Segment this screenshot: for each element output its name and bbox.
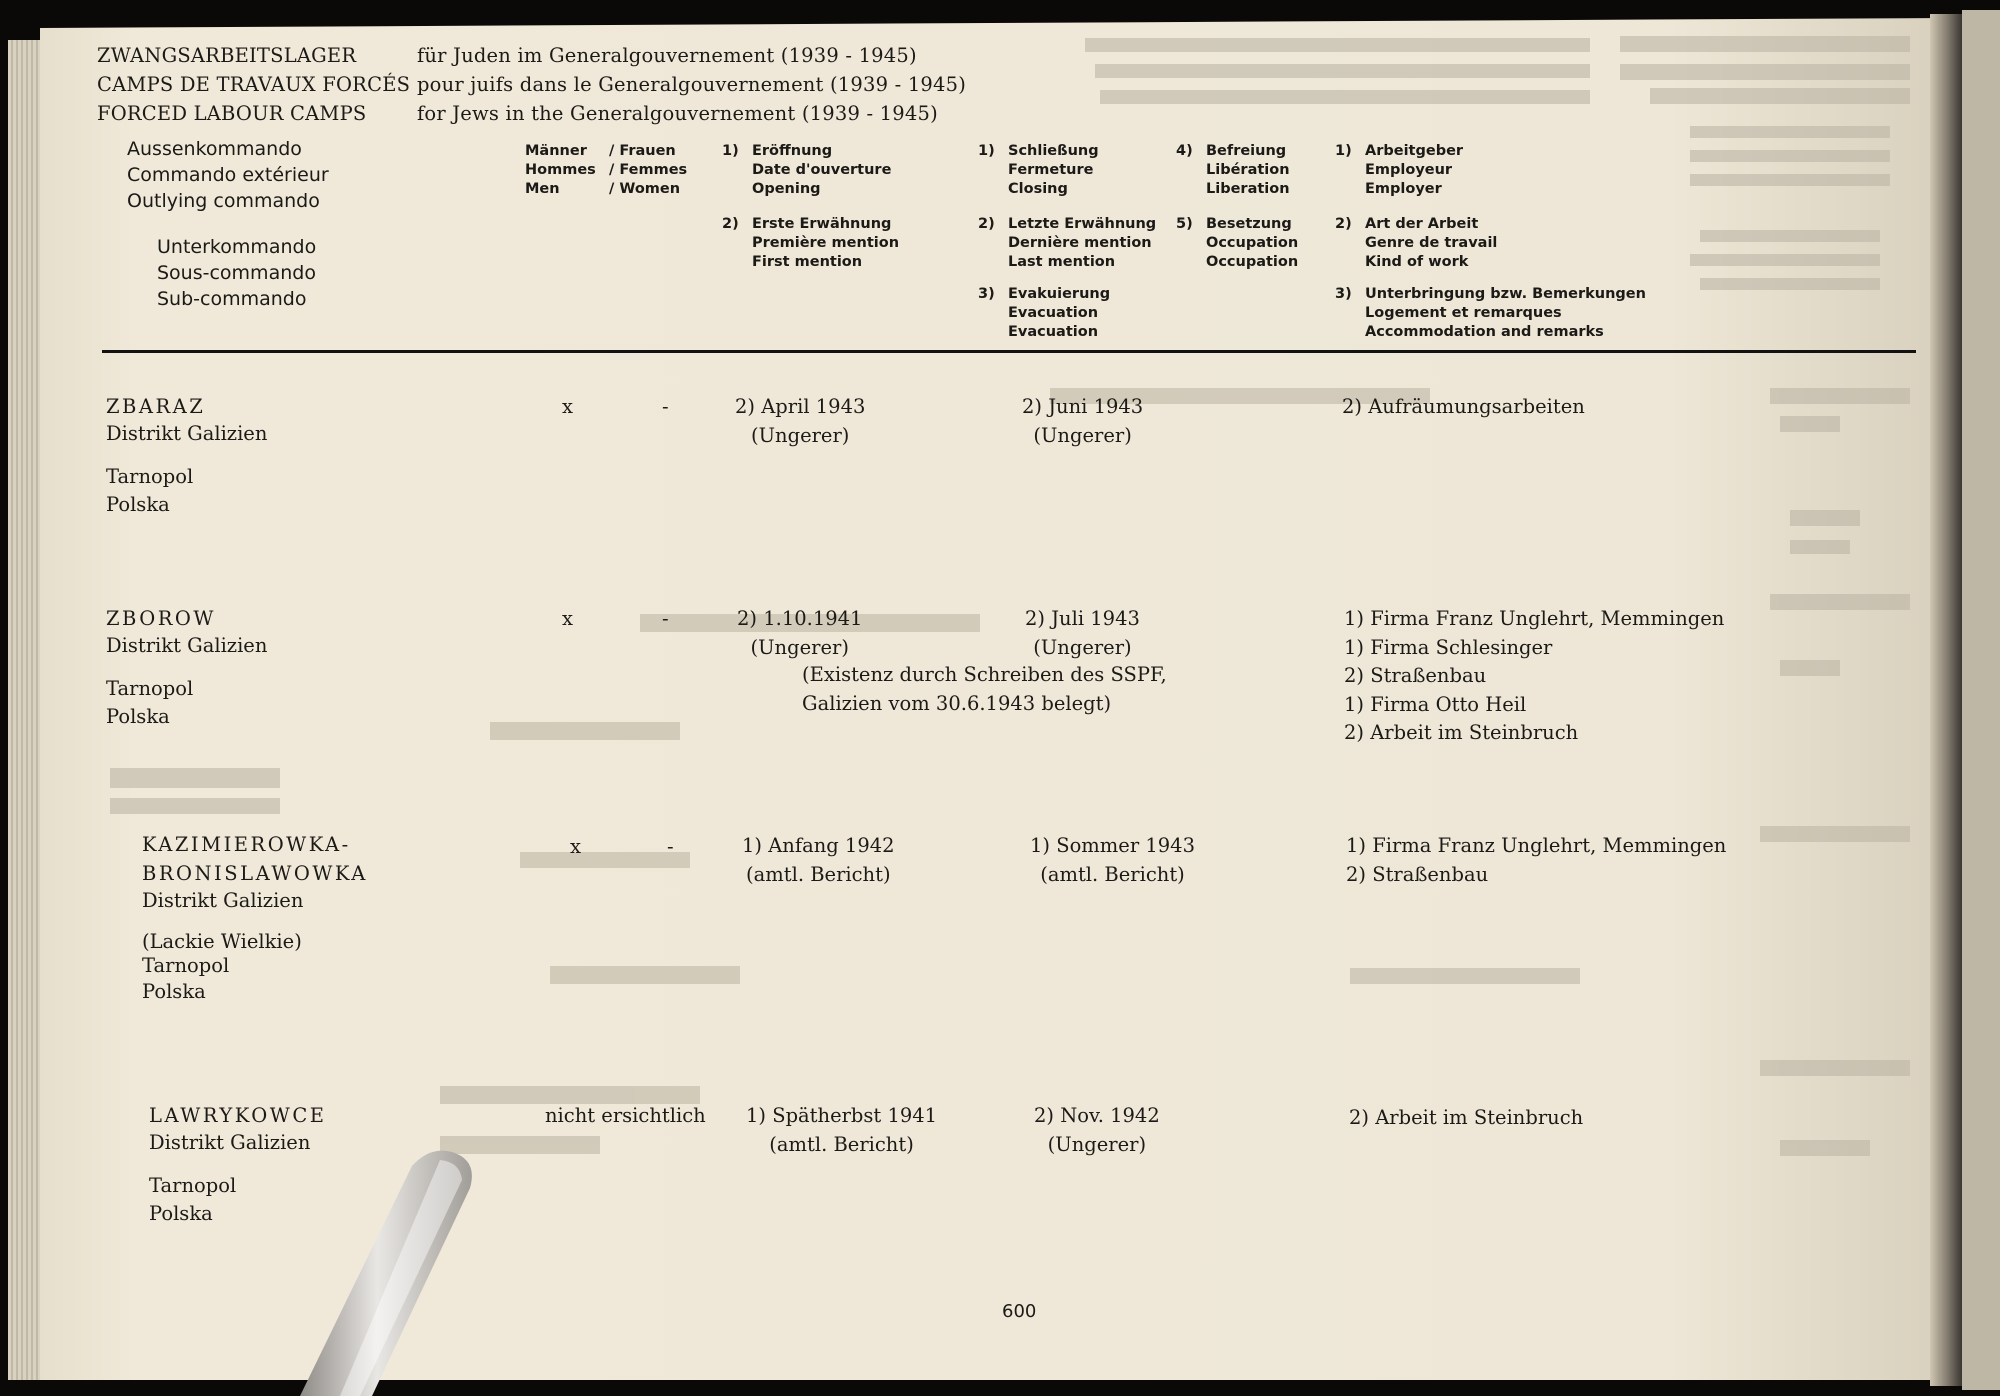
column-first-mention: 2) Erste Erwähnung Première mention First mention bbox=[722, 216, 900, 270]
subcommando-label-fr: Sous-commando bbox=[157, 262, 316, 284]
column-opening: 1) Eröffnung Date d'ouverture Opening bbox=[722, 143, 892, 197]
work-lawrykowce: 2) Arbeit im Steinbruch bbox=[1349, 1106, 1584, 1129]
column-evacuation: 3) Evakuierung Evacuation Evacuation bbox=[978, 286, 1111, 340]
column-kind-of-work: 2) Art der Arbeit Genre de travail Kind of work bbox=[1335, 216, 1498, 270]
gender-note-lawrykowce: nicht ersichtlich bbox=[545, 1104, 706, 1127]
camp-name-zborow: ZBOROW bbox=[106, 607, 216, 630]
note-zborow: (Existenz durch Schreiben des SSPF, Galizien vom 30.6.1943 belegt) bbox=[802, 663, 1167, 715]
work-zborow: 1) Firma Franz Unglehrt, Memmingen 1) Firma Schlesinger 2) Straßenbau 1) Firma Otto Heil 2) Arbeit im Steinbruch bbox=[1344, 607, 1725, 744]
column-closing: 1) Schließung Fermeture Closing bbox=[978, 143, 1099, 197]
column-last-mention: 2) Letzte Erwähnung Dernière mention Last mention bbox=[978, 216, 1157, 270]
camp-location-zbaraz: Distrikt Galizien Tarnopol Polska bbox=[106, 422, 268, 516]
camp-location-kazimierowka: Distrikt Galizien (Lackie Wielkie) Tarnopol Polska bbox=[142, 889, 304, 1003]
camp-location-lawrykowce: Distrikt Galizien Tarnopol Polska bbox=[149, 1131, 311, 1225]
commando-label-fr: Commando extérieur bbox=[127, 164, 329, 186]
closing-lawrykowce: 2) Nov. 1942 (Ungerer) bbox=[1034, 1104, 1160, 1156]
camp-name-zbaraz: ZBARAZ bbox=[106, 395, 206, 418]
closing-kazimierowka: 1) Sommer 1943 (amtl. Bericht) bbox=[1030, 834, 1195, 886]
camp-name-lawrykowce: LAWRYKOWCE bbox=[149, 1104, 327, 1127]
men-mark-zbaraz: x bbox=[562, 395, 573, 418]
header-divider-rule bbox=[102, 350, 1916, 353]
men-mark-kazimierowka: x bbox=[570, 835, 581, 858]
page-number: 600 bbox=[1002, 1301, 1037, 1322]
camp-name-kazimierowka: KAZIMIEROWKA- BRONISLAWOWKA bbox=[142, 833, 368, 885]
women-mark-kazimierowka: - bbox=[667, 835, 674, 858]
page-title-de: ZWANGSARBEITSLAGER bbox=[97, 44, 357, 67]
opening-zborow: 2) 1.10.1941 (Ungerer) bbox=[737, 607, 863, 659]
column-employer: 1) Arbeitgeber Employeur Employer bbox=[1335, 143, 1464, 197]
closing-zborow: 2) Juli 1943 (Ungerer) bbox=[1025, 607, 1140, 659]
men-mark-zborow: x bbox=[562, 607, 573, 630]
commando-label-de: Aussenkommando bbox=[127, 138, 302, 160]
page-title-fr: CAMPS DE TRAVAUX FORCÉS bbox=[97, 73, 411, 96]
column-liberation: 4) Befreiung Libération Liberation bbox=[1176, 143, 1290, 197]
column-men: Männer Hommes Men bbox=[525, 143, 596, 197]
opening-kazimierowka: 1) Anfang 1942 (amtl. Bericht) bbox=[742, 834, 895, 886]
column-occupation: 5) Besetzung Occupation Occupation bbox=[1176, 216, 1299, 270]
page-subtitle-de: für Juden im Generalgouvernement (1939 - 1945) bbox=[417, 44, 917, 67]
page-subtitle-fr: pour juifs dans le Generalgouvernement (1939 - 1945) bbox=[417, 73, 967, 96]
page-subtitle-en: for Jews in the Generalgouvernement (1939 - 1945) bbox=[417, 102, 938, 125]
subcommando-label-en: Sub-commando bbox=[157, 288, 307, 310]
women-mark-zbaraz: - bbox=[662, 395, 669, 418]
column-women: / Frauen / Femmes / Women bbox=[609, 143, 688, 197]
column-remarks: 3) Unterbringung bzw. Bemerkungen Logement et remarques Accommodation and remarks bbox=[1335, 286, 1646, 340]
camp-location-zborow: Distrikt Galizien Tarnopol Polska bbox=[106, 634, 268, 728]
closing-zbaraz: 2) Juni 1943 (Ungerer) bbox=[1022, 395, 1144, 447]
women-mark-zborow: - bbox=[662, 607, 669, 630]
subcommando-label-de: Unterkommando bbox=[157, 236, 317, 258]
work-kazimierowka: 1) Firma Franz Unglehrt, Memmingen 2) Straßenbau bbox=[1346, 834, 1727, 886]
opening-lawrykowce: 1) Spätherbst 1941 (amtl. Bericht) bbox=[746, 1104, 938, 1156]
opening-zbaraz: 2) April 1943 (Ungerer) bbox=[735, 395, 866, 447]
work-zbaraz: 2) Aufräumungsarbeiten bbox=[1342, 395, 1585, 418]
page-title-en: FORCED LABOUR CAMPS bbox=[97, 102, 367, 125]
commando-label-en: Outlying commando bbox=[127, 190, 320, 212]
